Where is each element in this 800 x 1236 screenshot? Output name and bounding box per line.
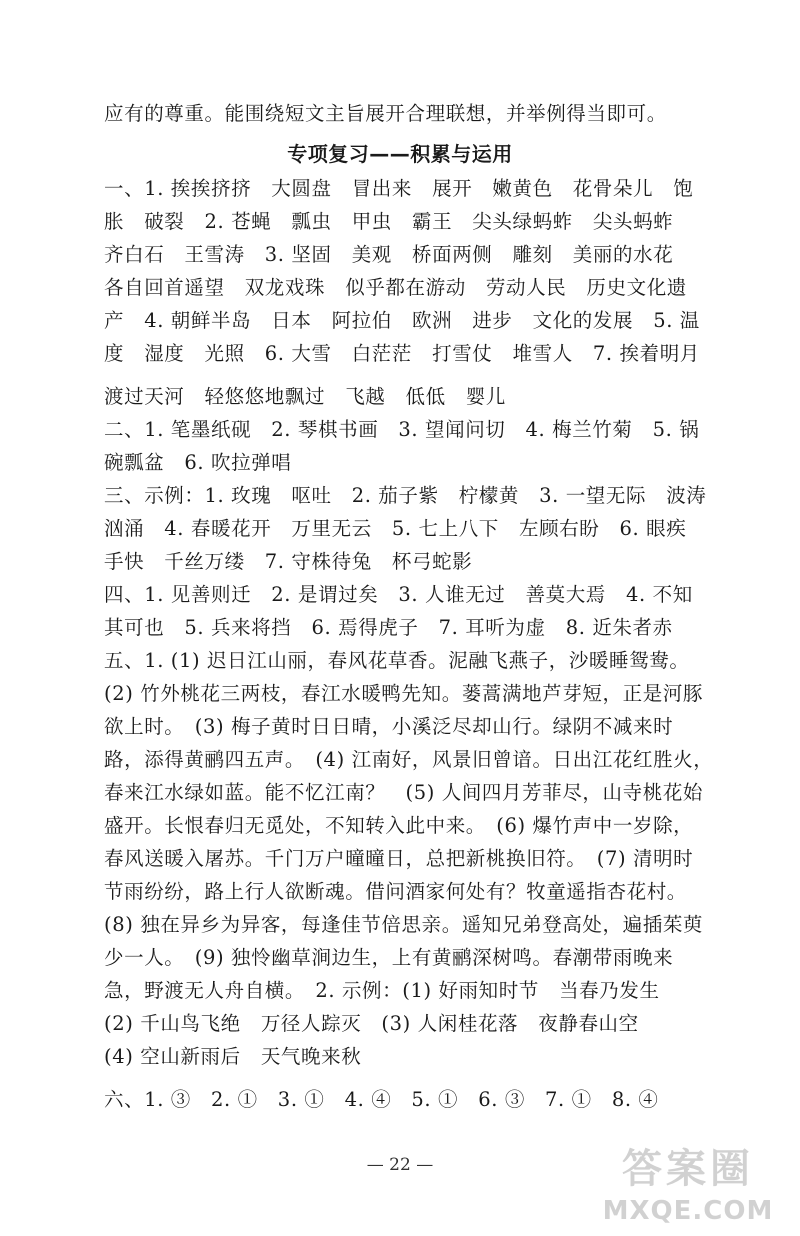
text-line-13: 手快 千丝万缕 7. 守株待兔 杯弓蛇影 [104, 550, 473, 573]
text-line-27: (2) 千山鸟飞绝 万径人踪灭 (3) 人闲桂花落 夜静春山空 [104, 1012, 639, 1035]
text-line-8: 渡过天河 轻悠悠地飘过 飞越 低低 婴儿 [104, 385, 507, 408]
text-line-9: 二、1. 笔墨纸砚 2. 琴棋书画 3. 望闻问切 4. 梅兰竹菊 5. 锅 [104, 418, 700, 441]
text-line-5: 各自回首遥望 双龙戏珠 似乎都在游动 劳动人民 历史文化遗 [104, 276, 687, 299]
text-line-4: 齐白石 王雪涛 3. 坚固 美观 桥面两侧 雕刻 美丽的水花 [104, 243, 674, 266]
text-line-23: 节雨纷纷，路上行人欲断魂。借问酒家何处有？牧童遥指杏花村。 [104, 880, 687, 903]
text-line-1: 应有的尊重。能围绕短文主旨展开合理联想，并举例得当即可。 [104, 102, 667, 125]
text-line-29: 六、1. ③ 2. ① 3. ① 4. ④ 5. ① 6. ③ 7. ① 8. ④ [104, 1088, 659, 1111]
page-number: — 22 — [366, 1155, 434, 1175]
text-line-17: (2) 竹外桃花三两枝，春江水暖鸭先知。蒌蒿满地芦芽短，正是河豚 [104, 682, 704, 705]
text-line-16: 五、1. (1) 迟日江山丽，春风花草香。泥融飞燕子，沙暖睡鸳鸯。 [104, 649, 690, 672]
watermark-url-text: MXQE.COM [602, 1196, 774, 1226]
text-line-12: 汹涌 4. 春暖花开 万里无云 5. 七上八下 左顾右盼 6. 眼疾 [104, 517, 687, 540]
text-line-21: 盛开。长恨春归无觅处，不知转入此中来。 (6) 爆竹声中一岁除， [104, 814, 694, 837]
text-line-28: (4) 空山新雨后 天气晚来秋 [104, 1045, 362, 1068]
text-line-24: (8) 独在异乡为异客，每逢佳节倍思亲。遥知兄弟登高处，遍插茱萸 [104, 913, 704, 936]
section-title: 专项复习——积累与运用 [287, 142, 513, 166]
text-line-2: 一、1. 挨挨挤挤 大圆盘 冒出来 展开 嫩黄色 花骨朵儿 饱 [104, 177, 694, 200]
text-line-18: 欲上时。 (3) 梅子黄时日日晴，小溪泛尽却山行。绿阴不减来时 [104, 715, 674, 738]
text-line-7: 度 湿度 光照 6. 大雪 白茫茫 打雪仗 堆雪人 7. 挨着明月 [104, 342, 700, 365]
text-line-10: 碗瓢盆 6. 吹拉弹唱 [104, 451, 292, 474]
text-line-15: 其可也 5. 兵来将挡 6. 焉得虎子 7. 耳听为虚 8. 近朱者赤 [104, 616, 673, 639]
text-line-11: 三、示例：1. 玫瑰 呕吐 2. 茄子紫 柠檬黄 3. 一望无际 波涛 [104, 484, 707, 507]
text-line-14: 四、1. 见善则迁 2. 是谓过矣 3. 人谁无过 善莫大焉 4. 不知 [104, 583, 693, 606]
text-line-3: 胀 破裂 2. 苍蝇 瓢虫 甲虫 霸王 尖头绿蚂蚱 尖头蚂蚱 [104, 210, 674, 233]
text-line-22: 春风送暖入屠苏。千门万户曈曈日，总把新桃换旧符。 (7) 清明时 [104, 847, 694, 870]
text-line-6: 产 4. 朝鲜半岛 日本 阿拉伯 欧洲 进步 文化的发展 5. 温 [104, 309, 700, 332]
text-line-26: 急，野渡无人舟自横。 2. 示例：(1) 好雨知时节 当春乃发生 [104, 979, 660, 1002]
text-line-25: 少一人。 (9) 独怜幽草涧边生，上有黄鹂深树鸣。春潮带雨晚来 [104, 946, 674, 969]
text-line-19: 路，添得黄鹂四五声。 (4) 江南好，风景旧曾谙。日出江花红胜火， [104, 748, 714, 771]
text-line-20: 春来江水绿如蓝。能不忆江南？ (5) 人间四月芳菲尽，山寺桃花始 [104, 781, 704, 804]
watermark-main-text: 答案圈 [622, 1146, 754, 1192]
